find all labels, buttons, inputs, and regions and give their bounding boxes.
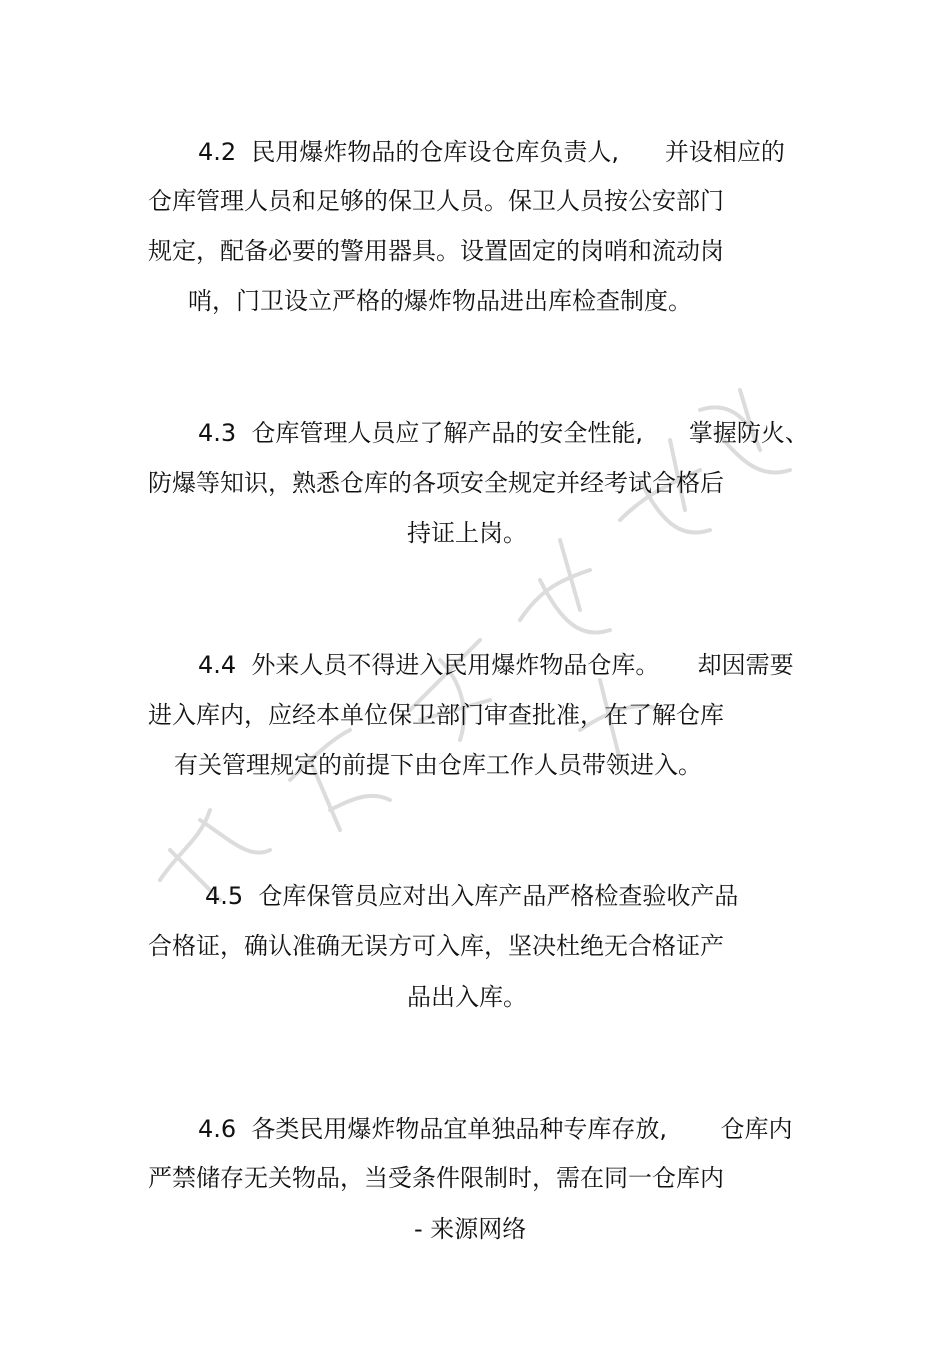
para-4-3-line-2: 防爆等知识，熟悉仓库的各项安全规定并经考试合格后: [148, 469, 724, 497]
para-4-4-line-2: 进入库内，应经本单位保卫部门审查批准，在了解仓库: [148, 701, 724, 729]
para-4-6-line-2: 严禁储存无关物品，当受条件限制时，需在同一仓库内: [148, 1164, 724, 1192]
page-footer-source: - 来源网络: [414, 1215, 527, 1243]
para-4-5-line-2: 合格证，确认准确无误方可入库，坚决杜绝无合格证产: [148, 932, 724, 960]
para-4-2-line-1: 4.2 民用爆炸物品的仓库设仓库负责人, 并设相应的: [198, 138, 785, 166]
para-4-6-line-1: 4.6 各类民用爆炸物品宜单独品种专库存放, 仓库内: [198, 1115, 793, 1143]
para-4-2-line-4: 哨，门卫设立严格的爆炸物品进出库检查制度。: [188, 287, 692, 315]
para-4-2-line-2: 仓库管理人员和足够的保卫人员。保卫人员按公安部门: [148, 187, 724, 215]
para-4-5-line-1: 4.5 仓库保管员应对出入库产品严格检查验收产品: [205, 882, 739, 910]
para-4-2-line-3: 规定，配备必要的警用器具。设置固定的岗哨和流动岗: [148, 237, 724, 265]
para-4-3-line-1: 4.3 仓库管理人员应了解产品的安全性能, 掌握防火、: [198, 419, 809, 447]
para-4-5-line-3: 品出入库。: [407, 983, 527, 1011]
para-4-3-line-3: 持证上岗。: [407, 519, 527, 547]
para-4-4-line-1: 4.4 外来人员不得进入民用爆炸物品仓库。 却因需要: [198, 651, 794, 679]
para-4-4-line-3: 有关管理规定的前提下由仓库工作人员带领进入。: [174, 751, 702, 779]
